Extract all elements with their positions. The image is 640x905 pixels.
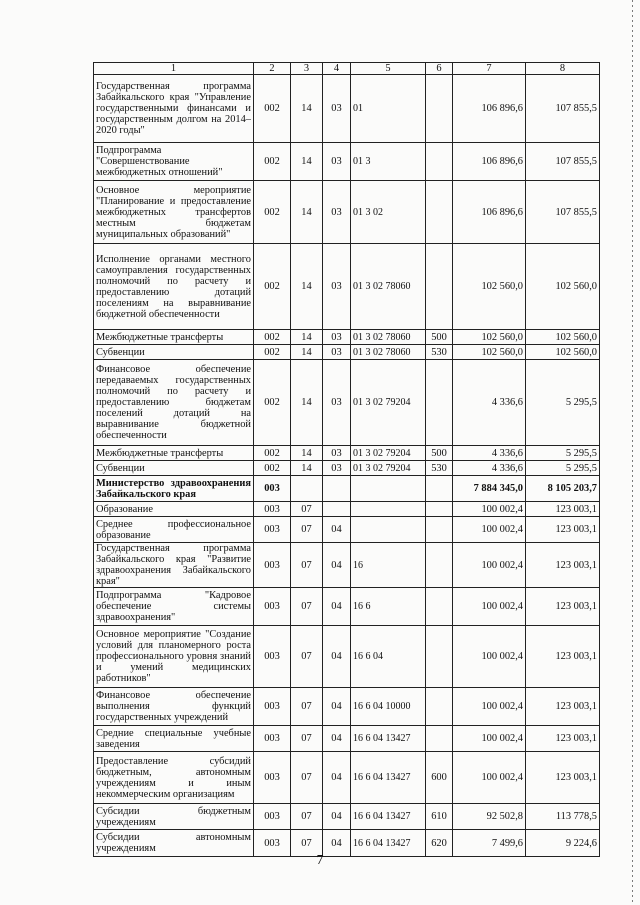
section-code: 14	[291, 446, 323, 461]
table-row	[94, 330, 600, 345]
row-name: Субсидии автономным учреждениям	[94, 830, 254, 857]
expense-type-code	[426, 502, 453, 517]
expense-type-code	[426, 360, 453, 446]
section-code: 14	[291, 360, 323, 446]
amount-year-2: 123 003,1	[526, 517, 600, 543]
amount-year-1: 106 896,6	[453, 181, 526, 244]
amount-year-2: 123 003,1	[526, 588, 600, 626]
subsection-code: 03	[323, 360, 351, 446]
admin-code: 003	[254, 517, 291, 543]
table-row	[94, 502, 600, 517]
row-name: Подпрограмма "Совершенствование межбюджетных отношений"	[94, 143, 254, 181]
section-code: 07	[291, 688, 323, 726]
amount-year-1: 100 002,4	[453, 502, 526, 517]
target-article-code: 16 6 04	[351, 626, 426, 688]
amount-year-1: 102 560,0	[453, 330, 526, 345]
section-code	[291, 476, 323, 502]
target-article-code: 01 3 02 79204	[351, 461, 426, 476]
table-row	[94, 446, 600, 461]
amount-year-1: 100 002,4	[453, 626, 526, 688]
amount-year-2: 123 003,1	[526, 626, 600, 688]
row-name: Подпрограмма "Кадровое обеспечение системы здравоохранения"	[94, 588, 254, 626]
amount-year-1: 102 560,0	[453, 244, 526, 330]
target-article-code: 01 3 02 79204	[351, 446, 426, 461]
amount-year-2: 9 224,6	[526, 830, 600, 857]
target-article-code: 16 6 04 13427	[351, 804, 426, 830]
expense-type-code	[426, 244, 453, 330]
amount-year-2: 107 855,5	[526, 181, 600, 244]
row-name: Государственная программа Забайкальского края "Развитие здравоохранения Забайкальского края"	[94, 543, 254, 588]
admin-code: 002	[254, 461, 291, 476]
row-name: Исполнение органами местного самоуправления государственных полномочий по расчету и предоставлению дотаций поселениям на выравнивание бюджетной обеспеченности	[94, 244, 254, 330]
budget-table	[93, 62, 600, 857]
expense-type-code: 500	[426, 446, 453, 461]
section-code: 14	[291, 75, 323, 143]
table-row	[94, 360, 600, 446]
target-article-code: 16 6	[351, 588, 426, 626]
section-code: 07	[291, 752, 323, 804]
expense-type-code: 500	[426, 330, 453, 345]
amount-year-1: 7 884 345,0	[453, 476, 526, 502]
column-number: 3	[291, 63, 323, 75]
admin-code: 002	[254, 181, 291, 244]
amount-year-2: 123 003,1	[526, 752, 600, 804]
admin-code: 002	[254, 244, 291, 330]
admin-code: 003	[254, 804, 291, 830]
column-number-row	[94, 63, 600, 75]
section-code: 07	[291, 830, 323, 857]
section-code: 07	[291, 502, 323, 517]
admin-code: 003	[254, 752, 291, 804]
subsection-code: 04	[323, 626, 351, 688]
row-name: Субсидии бюджетным учреждениям	[94, 804, 254, 830]
amount-year-2: 107 855,5	[526, 75, 600, 143]
amount-year-2: 102 560,0	[526, 244, 600, 330]
subsection-code: 04	[323, 688, 351, 726]
table-row	[94, 181, 600, 244]
amount-year-1: 100 002,4	[453, 517, 526, 543]
amount-year-2: 8 105 203,7	[526, 476, 600, 502]
subsection-code: 04	[323, 830, 351, 857]
row-name: Среднее профессиональное образование	[94, 517, 254, 543]
expense-type-code	[426, 517, 453, 543]
column-number: 6	[426, 63, 453, 75]
expense-type-code	[426, 543, 453, 588]
expense-type-code: 600	[426, 752, 453, 804]
target-article-code: 01 3 02	[351, 181, 426, 244]
amount-year-2: 5 295,5	[526, 461, 600, 476]
amount-year-1: 106 896,6	[453, 143, 526, 181]
table-row	[94, 476, 600, 502]
amount-year-1: 4 336,6	[453, 446, 526, 461]
amount-year-2: 5 295,5	[526, 360, 600, 446]
row-name: Министерство здравоохранения Забайкальского края	[94, 476, 254, 502]
section-code: 07	[291, 543, 323, 588]
column-number: 4	[323, 63, 351, 75]
table-row	[94, 75, 600, 143]
section-code: 14	[291, 143, 323, 181]
section-code: 14	[291, 244, 323, 330]
amount-year-1: 7 499,6	[453, 830, 526, 857]
column-number: 7	[453, 63, 526, 75]
admin-code: 003	[254, 726, 291, 752]
target-article-code: 16 6 04 13427	[351, 726, 426, 752]
amount-year-2: 102 560,0	[526, 330, 600, 345]
admin-code: 002	[254, 446, 291, 461]
amount-year-2: 123 003,1	[526, 726, 600, 752]
column-number: 5	[351, 63, 426, 75]
target-article-code: 01 3 02 78060	[351, 244, 426, 330]
amount-year-1: 106 896,6	[453, 75, 526, 143]
target-article-code: 16 6 04 13427	[351, 830, 426, 857]
section-code: 07	[291, 517, 323, 543]
subsection-code: 03	[323, 330, 351, 345]
amount-year-2: 102 560,0	[526, 345, 600, 360]
row-name: Образование	[94, 502, 254, 517]
target-article-code	[351, 517, 426, 543]
subsection-code: 03	[323, 446, 351, 461]
target-article-code: 01	[351, 75, 426, 143]
table-row	[94, 345, 600, 360]
row-name: Межбюджетные трансферты	[94, 446, 254, 461]
expense-type-code: 610	[426, 804, 453, 830]
amount-year-2: 123 003,1	[526, 502, 600, 517]
row-name: Субвенции	[94, 345, 254, 360]
section-code: 14	[291, 345, 323, 360]
expense-type-code	[426, 143, 453, 181]
table-row	[94, 244, 600, 330]
amount-year-1: 4 336,6	[453, 360, 526, 446]
subsection-code: 04	[323, 726, 351, 752]
table-row	[94, 143, 600, 181]
row-name: Финансовое обеспечение передаваемых государственных полномочий по расчету и предоставлению бюджетам поселений дотаций на выравнивание бюджетной обеспеченности	[94, 360, 254, 446]
admin-code: 003	[254, 626, 291, 688]
expense-type-code	[426, 626, 453, 688]
table-row	[94, 588, 600, 626]
amount-year-2: 123 003,1	[526, 688, 600, 726]
admin-code: 003	[254, 688, 291, 726]
expense-type-code	[426, 688, 453, 726]
subsection-code: 04	[323, 804, 351, 830]
table-row	[94, 726, 600, 752]
table-row	[94, 626, 600, 688]
subsection-code: 03	[323, 181, 351, 244]
subsection-code: 03	[323, 461, 351, 476]
table-row	[94, 543, 600, 588]
expense-type-code: 620	[426, 830, 453, 857]
expense-type-code: 530	[426, 461, 453, 476]
admin-code: 002	[254, 143, 291, 181]
amount-year-1: 102 560,0	[453, 345, 526, 360]
target-article-code: 01 3	[351, 143, 426, 181]
expense-type-code	[426, 75, 453, 143]
admin-code: 003	[254, 502, 291, 517]
amount-year-1: 92 502,8	[453, 804, 526, 830]
table-row	[94, 461, 600, 476]
admin-code: 002	[254, 345, 291, 360]
section-code: 07	[291, 804, 323, 830]
subsection-code: 03	[323, 244, 351, 330]
expense-type-code	[426, 181, 453, 244]
admin-code: 003	[254, 543, 291, 588]
row-name: Межбюджетные трансферты	[94, 330, 254, 345]
expense-type-code	[426, 588, 453, 626]
subsection-code: 04	[323, 517, 351, 543]
row-name: Субвенции	[94, 461, 254, 476]
row-name: Финансовое обеспечение выполнения функций государственных учреждений	[94, 688, 254, 726]
target-article-code	[351, 476, 426, 502]
subsection-code	[323, 476, 351, 502]
amount-year-1: 100 002,4	[453, 726, 526, 752]
subsection-code: 03	[323, 345, 351, 360]
amount-year-2: 107 855,5	[526, 143, 600, 181]
table-row	[94, 688, 600, 726]
section-code: 07	[291, 626, 323, 688]
amount-year-1: 100 002,4	[453, 588, 526, 626]
admin-code: 002	[254, 75, 291, 143]
row-name: Государственная программа Забайкальского края "Управление государственными финансами и государственным долгом на 2014–2020 годы"	[94, 75, 254, 143]
table-row	[94, 517, 600, 543]
row-name: Предоставление субсидий бюджетным, автономным учреждениям и иным некоммерческим организациям	[94, 752, 254, 804]
scan-edge	[632, 0, 633, 905]
section-code: 14	[291, 330, 323, 345]
section-code: 14	[291, 461, 323, 476]
target-article-code: 01 3 02 78060	[351, 345, 426, 360]
amount-year-2: 113 778,5	[526, 804, 600, 830]
expense-type-code	[426, 476, 453, 502]
amount-year-1: 100 002,4	[453, 543, 526, 588]
amount-year-1: 100 002,4	[453, 688, 526, 726]
subsection-code	[323, 502, 351, 517]
section-code: 07	[291, 588, 323, 626]
expense-type-code	[426, 726, 453, 752]
admin-code: 003	[254, 476, 291, 502]
table-row	[94, 804, 600, 830]
table-row	[94, 752, 600, 804]
subsection-code: 04	[323, 752, 351, 804]
column-number: 2	[254, 63, 291, 75]
admin-code: 003	[254, 830, 291, 857]
section-code: 07	[291, 726, 323, 752]
target-article-code: 16 6 04 13427	[351, 752, 426, 804]
amount-year-2: 123 003,1	[526, 543, 600, 588]
amount-year-2: 5 295,5	[526, 446, 600, 461]
admin-code: 002	[254, 330, 291, 345]
target-article-code: 16 6 04 10000	[351, 688, 426, 726]
section-code: 14	[291, 181, 323, 244]
row-name: Основное мероприятие "Планирование и предоставление межбюджетных трансфертов местным бюджетам муниципальных образований"	[94, 181, 254, 244]
page-number: 7	[316, 853, 324, 868]
admin-code: 003	[254, 588, 291, 626]
target-article-code: 01 3 02 79204	[351, 360, 426, 446]
column-number: 8	[526, 63, 600, 75]
column-number: 1	[94, 63, 254, 75]
subsection-code: 03	[323, 75, 351, 143]
target-article-code	[351, 502, 426, 517]
target-article-code: 01 3 02 78060	[351, 330, 426, 345]
subsection-code: 04	[323, 588, 351, 626]
row-name: Основное мероприятие "Создание условий для планомерного роста профессионального уровня знаний и умений медицинских работников"	[94, 626, 254, 688]
row-name: Средние специальные учебные заведения	[94, 726, 254, 752]
target-article-code: 16	[351, 543, 426, 588]
expense-type-code: 530	[426, 345, 453, 360]
amount-year-1: 100 002,4	[453, 752, 526, 804]
amount-year-1: 4 336,6	[453, 461, 526, 476]
subsection-code: 04	[323, 543, 351, 588]
subsection-code: 03	[323, 143, 351, 181]
admin-code: 002	[254, 360, 291, 446]
